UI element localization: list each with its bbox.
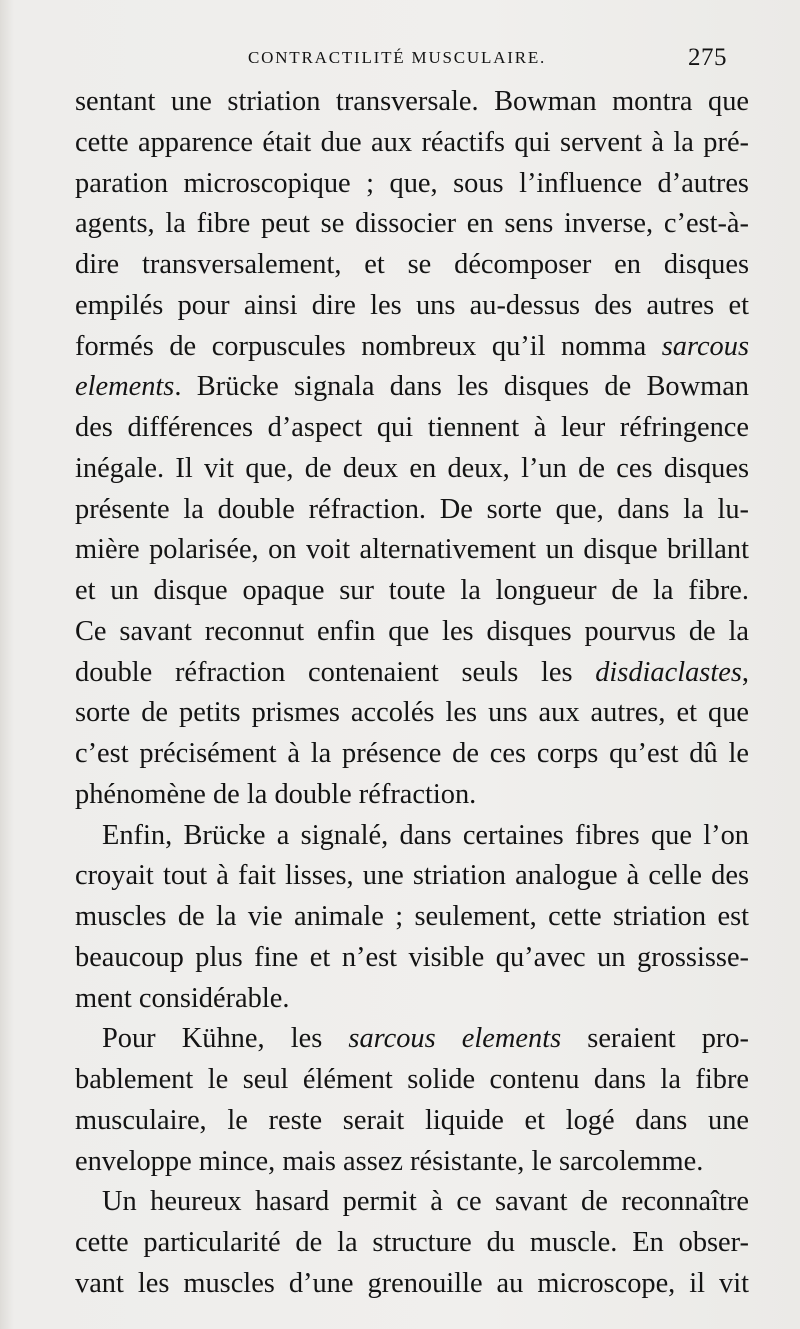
text-line [75, 1142, 749, 1183]
text-line [75, 530, 749, 571]
text-run: beaucoup plus fine et n’est visible qu’avec un grossisse- [75, 941, 749, 973]
text-line [75, 367, 749, 408]
page-number: 275 [688, 44, 727, 71]
text-line [75, 571, 749, 612]
text-run: dire transversalement, et se décomposer en disques [75, 249, 749, 280]
text-run: muscles de la vie animale ; seulement, cette striation est [75, 901, 749, 932]
text-line [75, 1182, 749, 1223]
text-line [75, 327, 749, 368]
text-line [75, 164, 749, 205]
text-run: cette particularité de la structure du muscle. En obser- [75, 1227, 749, 1258]
text-run: croyait tout à fait lisses, une striation analogue à celle des [75, 860, 749, 892]
text-line [75, 938, 749, 979]
italic-term: disdiaclastes [595, 656, 742, 688]
text-run: Pour Kühne, les [102, 1023, 349, 1055]
text-run: , [741, 656, 749, 688]
text-run: des différences d’aspect qui tiennent à leur réfringence [75, 412, 749, 443]
italic-term: elements [75, 371, 175, 403]
text-run: et un disque opaque sur toute la longueur de la fibre. [75, 575, 749, 606]
text-run: . Brücke signala dans les disques de Bowman [174, 371, 749, 403]
text-run: sorte de petits prismes accolés les uns aux autres, et que [75, 697, 749, 729]
text-line [75, 1101, 749, 1142]
text-line [75, 1223, 749, 1264]
running-title: CONTRACTILITÉ MUSCULAIRE. [248, 48, 547, 67]
text-run: agents, la fibre peut se dissocier en sens inverse, c’est-à- [75, 208, 749, 240]
italic-term: sarcous elements [348, 1023, 562, 1055]
text-run: paration microscopique ; que, sous l’influence d’autres [75, 167, 749, 199]
text-line [75, 245, 749, 286]
text-run: Ce savant reconnut enfin que les disques pourvus de la [75, 615, 749, 647]
text-line [75, 1019, 749, 1060]
text-line [75, 775, 749, 816]
text-line [75, 123, 749, 164]
text-line [75, 734, 749, 775]
text-run: Un heureux hasard permit à ce savant de reconnaître [102, 1186, 749, 1218]
text-line [75, 286, 749, 327]
text-run: musculaire, le reste serait liquide et logé dans une [75, 1104, 749, 1136]
text-line [75, 490, 749, 531]
italic-term: sarcous [661, 330, 749, 362]
text-line [75, 897, 749, 938]
text-run: empilés pour ainsi dire les uns au-dessus des autres et [75, 289, 749, 321]
text-run: cette apparence était due aux réactifs qui servent à la pré- [75, 126, 749, 158]
text-run: phénomène de la double réfraction. [75, 778, 477, 810]
text-run: c’est précisément à la présence de ces corps qu’est dû le [75, 738, 749, 769]
text-line [75, 612, 749, 653]
text-line [75, 653, 749, 694]
text-run: ment considérable. [75, 982, 290, 1014]
text-run: bablement le seul élément solide contenu dans la fibre [75, 1064, 749, 1095]
text-run: formés de corpuscules nombreux qu’il nomma [75, 330, 662, 362]
text-run: seraient pro- [561, 1023, 749, 1055]
running-header [0, 44, 800, 74]
text-line [75, 449, 749, 490]
text-line [75, 1264, 749, 1305]
text-line [75, 816, 749, 857]
text-run: sentant une striation transversale. Bowman montra que [75, 86, 749, 117]
text-run: présente la double réfraction. De sorte que, dans la lu- [75, 493, 749, 525]
text-run: vant les muscles d’une grenouille au microscope, il vit [75, 1267, 749, 1299]
body-text [75, 82, 749, 1305]
text-run: enveloppe mince, mais assez résistante, le sarcolemme. [75, 1145, 704, 1177]
text-run: double réfraction contenaient seuls les [75, 656, 596, 688]
text-run: mière polarisée, on voit alternativement un disque brillant [75, 534, 749, 566]
text-line [75, 856, 749, 897]
text-line [75, 82, 749, 123]
text-run: inégale. Il vit que, de deux en deux, l’un de ces disques [75, 452, 749, 484]
text-line [75, 408, 749, 449]
text-line [75, 693, 749, 734]
text-line [75, 204, 749, 245]
text-line [75, 1060, 749, 1101]
text-line [75, 979, 749, 1020]
text-run: Enfin, Brücke a signalé, dans certaines fibres que l’on [102, 819, 749, 851]
